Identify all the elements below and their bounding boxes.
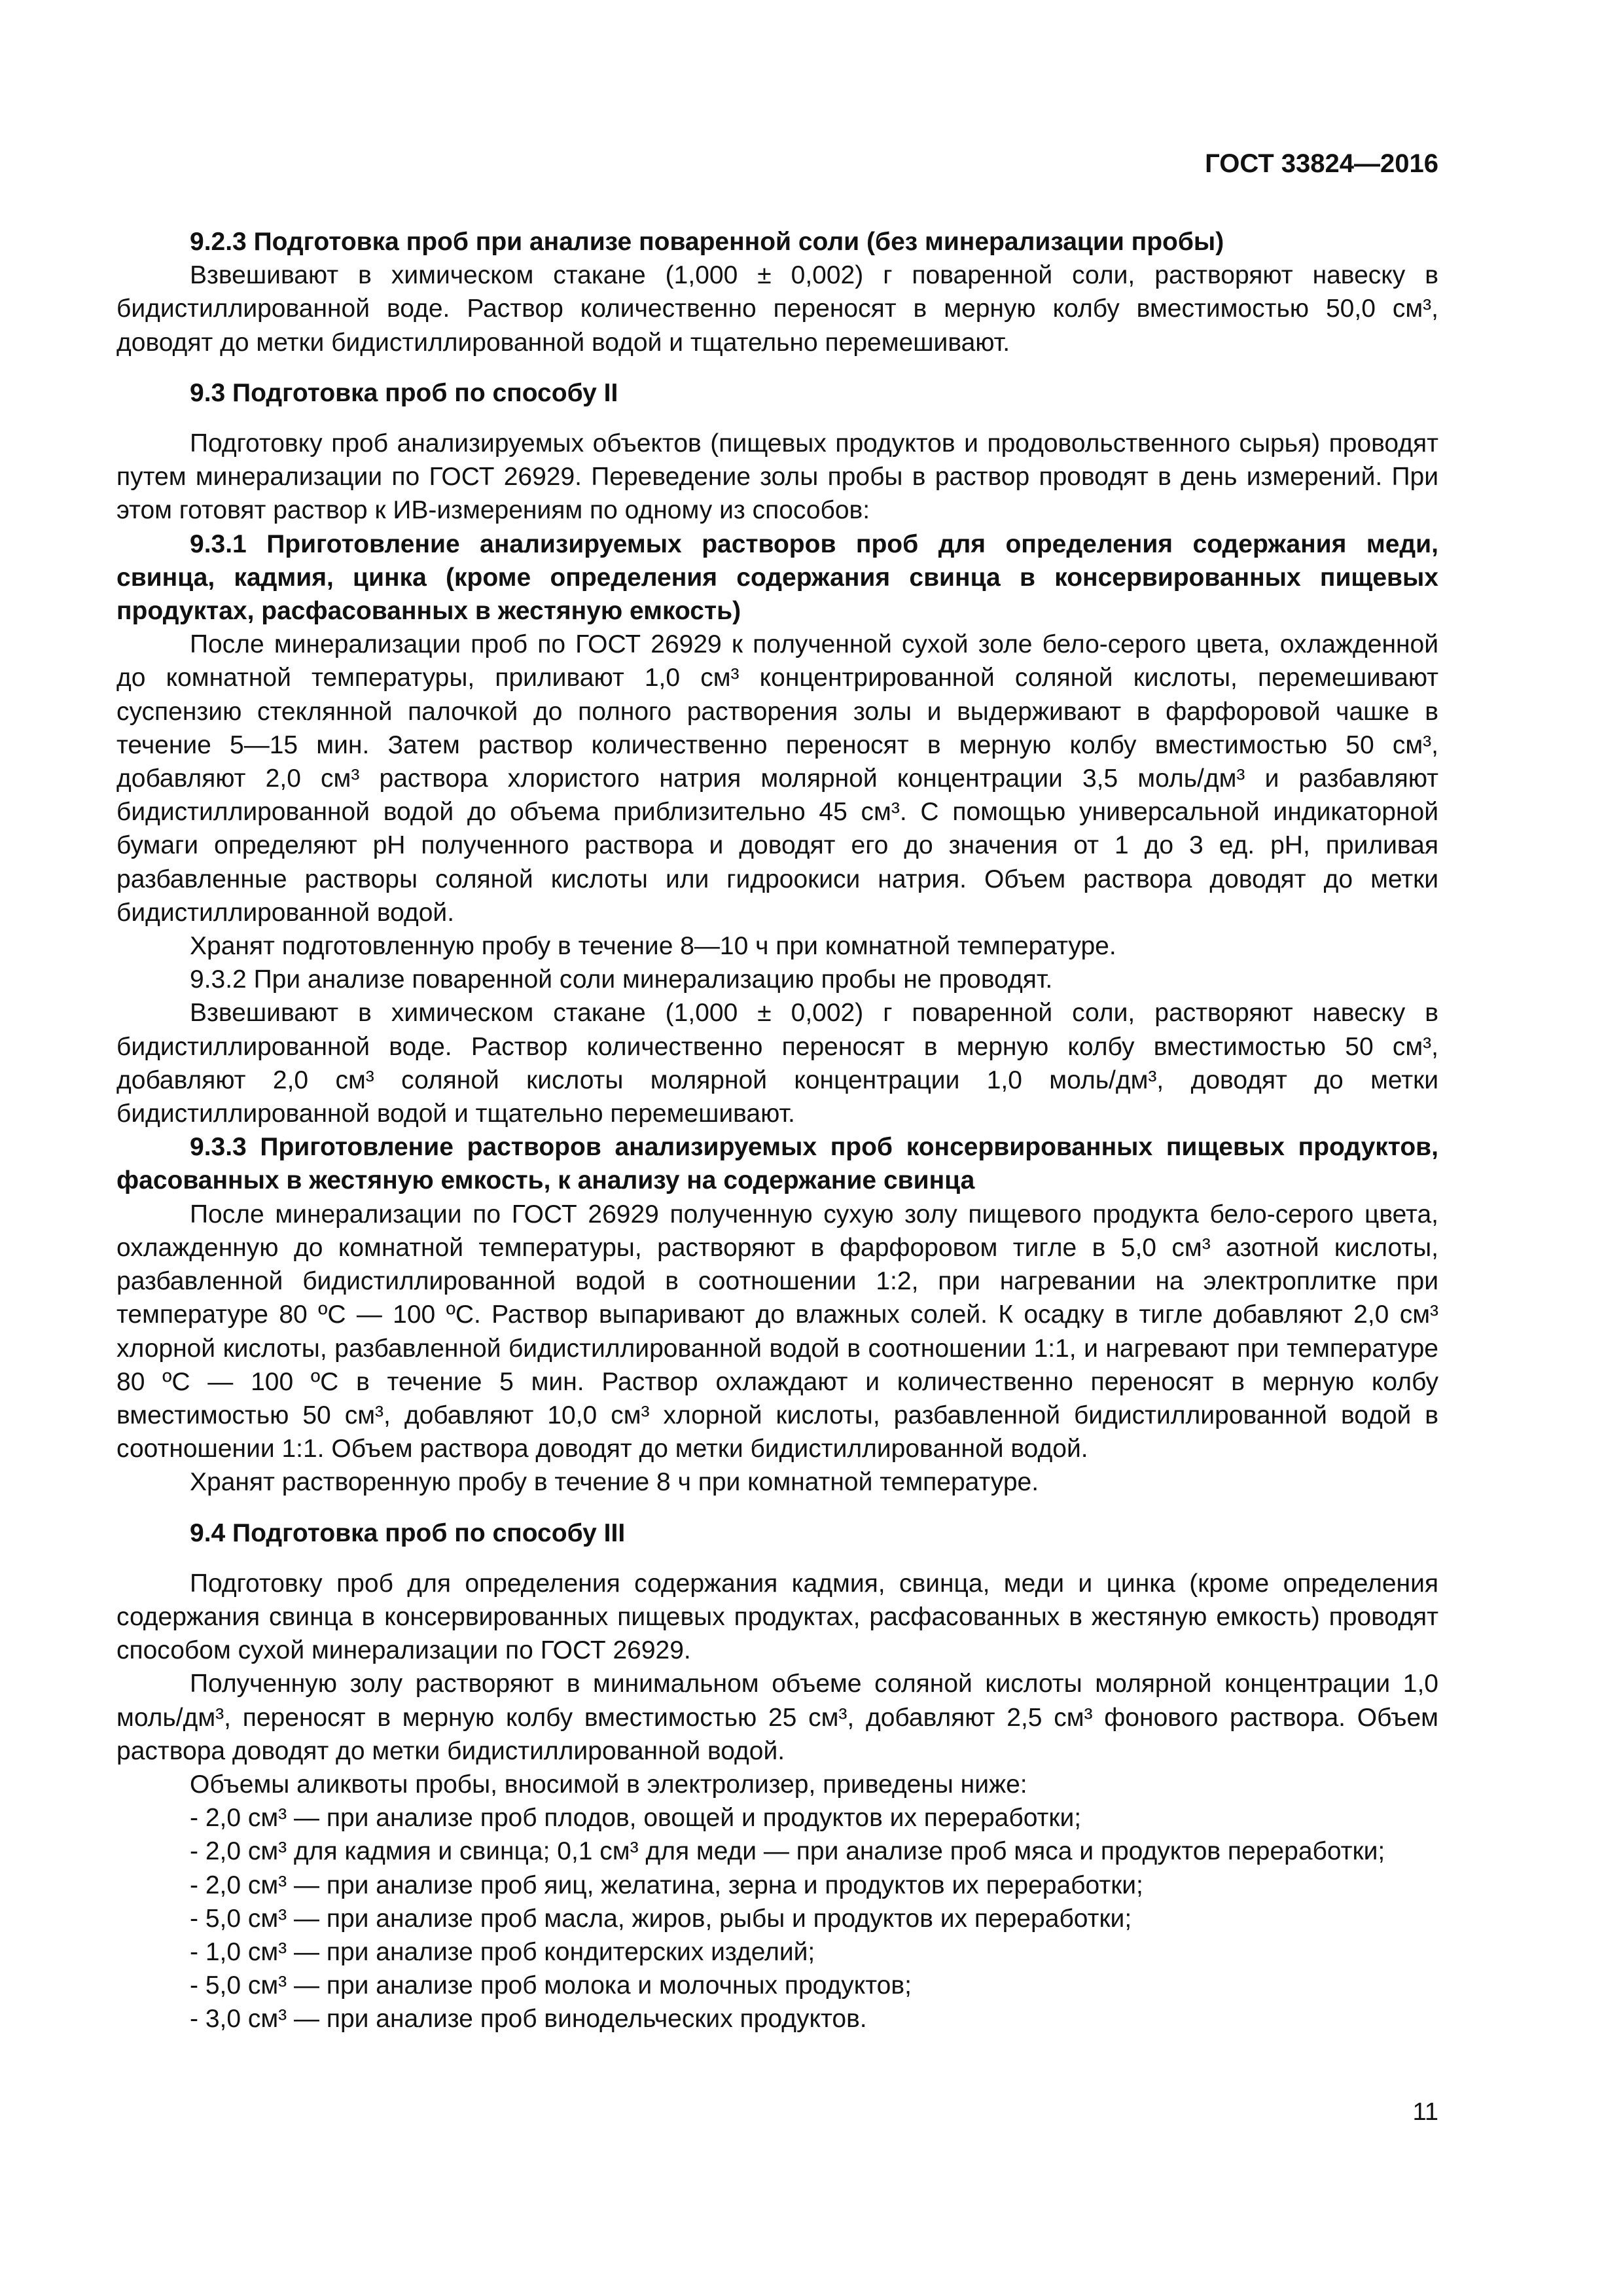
list-item: - 2,0 см³ для кадмия и свинца; 0,1 см³ для меди — при анализе проб мяса и продуктов переработки; bbox=[190, 1837, 1385, 1866]
paragraph: Взвешивают в химическом стакане (1,000 ± 0,002) г поваренной соли, растворяют навеску в бидистиллированной воде. Раствор количественно переносят в мерную колбу вместимостью 50,0 см³, доводят до метки бидистиллированной водой и тщательно перемешивают. bbox=[116, 261, 1438, 357]
paragraph: Хранят подготовленную пробу в течение 8—10 ч при комнатной температуре. bbox=[190, 932, 1116, 961]
list-item: - 1,0 см³ — при анализе проб кондитерских изделий; bbox=[190, 1937, 815, 1966]
list-item: - 5,0 см³ — при анализе проб молока и молочных продуктов; bbox=[190, 1971, 912, 2000]
paragraph: После минерализации по ГОСТ 26929 полученную сухую золу пищевого продукта бело-серого цвета, охлажденную до комнатной температуры, растворяют в фарфоровом тигле в 5,0 см³ азотной кислоты, разбавленной бидистиллированной водой в соотношении 1:2, при нагревании на электроплитке при температуре 80 ºС — 100 ºС. Раствор выпаривают до влажных солей. К осадку в тигле добавляют 2,0 см³ хлорной кислоты, разбавленной бидистиллированной водой в соотношении 1:1, и нагревают при температуре 80 ºС — 100 ºС в течение 5 мин. Раствор охлаждают и количественно переносят в мерную колбу вместимостью 50 см³, добавляют 10,0 см³ хлорной кислоты, разбавленной бидистиллированной водой в соотношении 1:1. Объем раствора доводят до метки бидистиллированной водой. bbox=[116, 1200, 1438, 1463]
list-item: - 5,0 см³ — при анализе проб масла, жиров, рыбы и продуктов их переработки; bbox=[190, 1904, 1132, 1933]
paragraph: Взвешивают в химическом стакане (1,000 ± 0,002) г поваренной соли, растворяют навеску в бидистиллированной воде. Раствор количественно переносят в мерную колбу вместимостью 50 см³, добавляют 2,0 см³ соляной кислоты молярной концентрации 1,0 моль/дм³, доводят до метки бидистиллированной водой и тщательно перемешивают. bbox=[116, 999, 1438, 1128]
paragraph: Полученную золу растворяют в минимальном объеме соляной кислоты молярной концентрации 1,0 моль/дм³, переносят в мерную колбу вместимостью 25 см³, добавляют 2,5 см³ фонового раствора. Объем раствора доводят до метки бидистиллированной водой. bbox=[116, 1670, 1438, 1765]
paragraph: Объемы аликвоты пробы, вносимой в электролизер, приведены ниже: bbox=[190, 1770, 1027, 1799]
section-heading-9-3: 9.3 Подготовка проб по способу II bbox=[190, 378, 618, 407]
section-heading-9-3-2: 9.3.2 При анализе поваренной соли минерализацию пробы не проводят. bbox=[190, 965, 1053, 994]
aliquot-list bbox=[116, 1801, 1438, 2036]
section-heading-9-4: 9.4 Подготовка проб по способу III bbox=[190, 1518, 626, 1547]
section-heading-9-2-3: 9.2.3 Подготовка проб при анализе поваренной соли (без минерализации пробы) bbox=[190, 228, 1224, 256]
list-item: - 3,0 см³ — при анализе проб винодельческих продуктов. bbox=[190, 2005, 867, 2034]
list-item: - 2,0 см³ — при анализе проб плодов, овощей и продуктов их переработки; bbox=[190, 1804, 1082, 1833]
document-body bbox=[116, 225, 1438, 2036]
paragraph: После минерализации проб по ГОСТ 26929 к полученной сухой золе бело-серого цвета, охлажденной до комнатной температуры, приливают 1,0 см³ концентрированной соляной кислоты, перемешивают суспензию стеклянной палочкой до полного растворения золы и выдерживают в фарфоровой чашке в течение 5—15 мин. Затем раствор количественно переносят в мерную колбу вместимостью 50 см³, добавляют 2,0 см³ раствора хлористого натрия молярной концентрации 3,5 моль/дм³ и разбавляют бидистиллированной водой до объема приблизительно 45 см³. С помощью универсальной индикаторной бумаги определяют рН полученного раствора и доводят его до значения от 1 до 3 ед. рН, приливая разбавленные растворы соляной кислоты или гидроокиси натрия. Объем раствора доводят до метки бидистиллированной водой. bbox=[116, 630, 1438, 927]
paragraph: Подготовку проб для определения содержания кадмия, свинца, меди и цинка (кроме определения содержания свинца в консервированных пищевых продуктах, расфасованных в жестяную емкость) проводят способом сухой минерализации по ГОСТ 26929. bbox=[116, 1569, 1438, 1665]
paragraph: Хранят растворенную пробу в течение 8 ч при комнатной температуре. bbox=[190, 1468, 1039, 1497]
page-number: 11 bbox=[1412, 2098, 1438, 2126]
section-heading-9-3-3: 9.3.3 Приготовление растворов анализируемых проб консервированных пищевых продуктов, фасованных в жестяную емкость, к анализу на содержание свинца bbox=[116, 1133, 1438, 1195]
paragraph: Подготовку проб анализируемых объектов (пищевых продуктов и продовольственного сырья) проводят путем минерализации по ГОСТ 26929. Переведение золы пробы в раствор проводят в день измерений. При этом готовят раствор к ИВ-измерениям по одному из способов: bbox=[116, 429, 1438, 525]
document-header: ГОСТ 33824—2016 bbox=[1205, 149, 1438, 178]
list-item: - 2,0 см³ — при анализе проб яиц, желатина, зерна и продуктов их переработки; bbox=[190, 1871, 1143, 1899]
section-heading-9-3-1: 9.3.1 Приготовление анализируемых растворов проб для определения содержания меди, свинца, кадмия, цинка (кроме определения содержания свинца в консервированных пищевых продуктах, расфасованных в жестяную емкость) bbox=[116, 529, 1438, 626]
